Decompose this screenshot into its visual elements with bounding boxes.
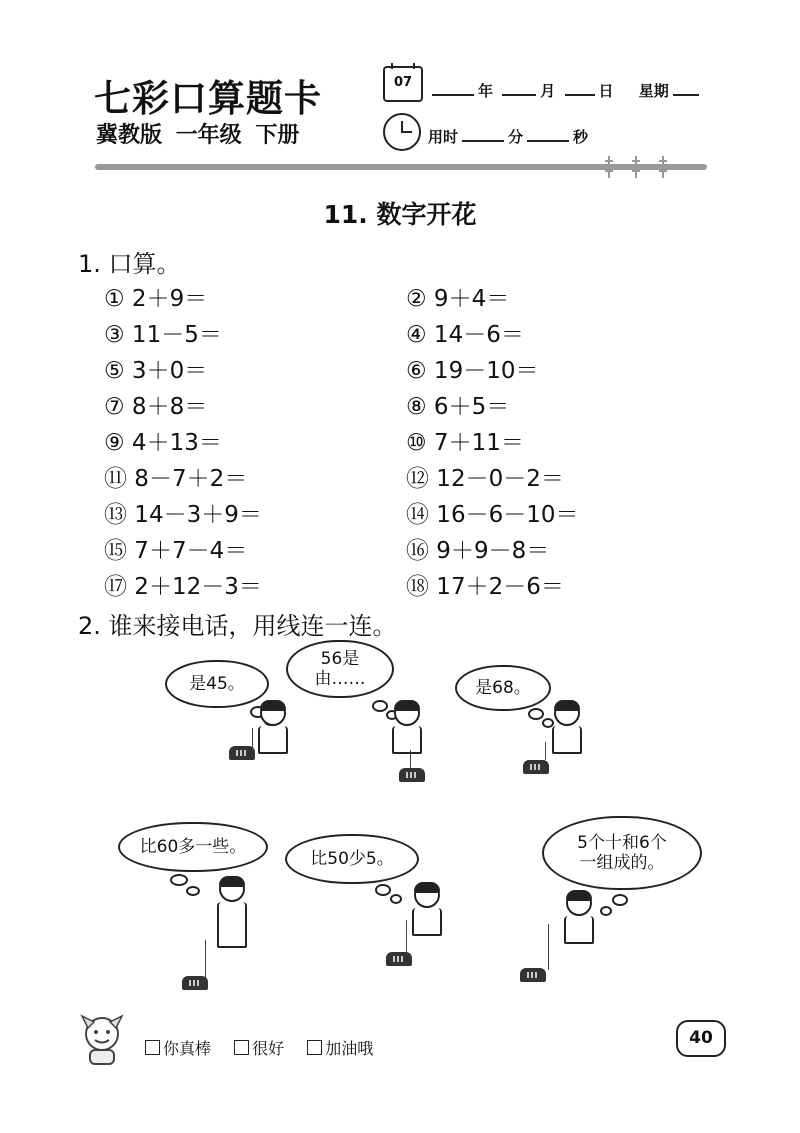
- bubble-tail: [600, 906, 612, 916]
- bubble-tail: [375, 884, 391, 896]
- brand-text: 七彩口算题卡: [94, 76, 322, 120]
- telephone-icon[interactable]: [399, 768, 425, 782]
- brand-title: [94, 68, 322, 122]
- speech-bubble: 是45。: [165, 660, 269, 708]
- divider-ornament: [662, 156, 664, 178]
- phone-cord: [406, 920, 407, 954]
- telephone-icon[interactable]: [182, 976, 208, 990]
- rating-option-keep-going[interactable]: [307, 1039, 373, 1058]
- checkbox[interactable]: [234, 1040, 249, 1055]
- problem: ④ 14－6＝: [406, 322, 524, 348]
- problem: ⑦ 8＋8＝: [104, 394, 208, 420]
- minutes-blank[interactable]: [462, 126, 504, 142]
- self-rating: [145, 1036, 391, 1059]
- problem: ⑰ 2＋12－3＝: [104, 574, 262, 600]
- speech-bubble: 比60多一些。: [118, 822, 268, 872]
- child-figure: [258, 700, 288, 754]
- child-figure: [215, 876, 249, 948]
- bubble-tail: [390, 894, 402, 904]
- bubble-tail: [372, 700, 388, 712]
- problem: ⑫ 12－0－2＝: [406, 466, 564, 492]
- rating-option-good[interactable]: [234, 1039, 284, 1058]
- rating-label: 加油哦: [325, 1039, 374, 1058]
- telephone-icon[interactable]: [523, 760, 549, 774]
- bubble-tail: [612, 894, 628, 906]
- problem: ⑯ 9＋9－8＝: [406, 538, 550, 564]
- seconds-blank[interactable]: [527, 126, 569, 142]
- speech-bubble: 比50少5。: [285, 834, 419, 884]
- phone-cord: [205, 940, 206, 978]
- speech-bubble: 5个十和6个一组成的。: [542, 816, 702, 890]
- bubble-tail: [186, 886, 200, 896]
- rating-option-great[interactable]: [145, 1039, 211, 1058]
- problem: ⑤ 3＋0＝: [104, 358, 208, 384]
- child-figure: [552, 700, 582, 754]
- time-label: 用时: [428, 128, 459, 146]
- minutes-label: 分: [508, 128, 524, 146]
- phone-cord: [545, 742, 546, 760]
- problem: ⑭ 16－6－10＝: [406, 502, 579, 528]
- mascot-icon: [72, 1008, 132, 1068]
- problem: ⑱ 17＋2－6＝: [406, 574, 564, 600]
- problem: ① 2＋9＝: [104, 286, 208, 312]
- page-title: 11. 数字开花: [323, 200, 477, 229]
- telephone-icon[interactable]: [386, 952, 412, 966]
- seconds-label: 秒: [573, 128, 589, 146]
- year-blank[interactable]: [432, 80, 474, 96]
- header-divider: [95, 164, 707, 170]
- problem: ⑬ 14－3＋9＝: [104, 502, 262, 528]
- divider-ornament: [608, 156, 610, 178]
- date-fields: [428, 80, 703, 101]
- problem: ⑨ 4＋13＝: [104, 430, 222, 456]
- child-figure: [392, 700, 422, 754]
- problem: ⑪ 8－7＋2＝: [104, 466, 248, 492]
- weekday-blank[interactable]: [673, 80, 699, 96]
- day-blank[interactable]: [565, 80, 595, 96]
- section1-heading: 1. 口算。: [78, 250, 181, 278]
- bubble-tail: [528, 708, 544, 720]
- telephone-icon[interactable]: [520, 968, 546, 982]
- month-label: 月: [540, 82, 556, 100]
- problem: ⑥ 19－10＝: [406, 358, 539, 384]
- month-blank[interactable]: [502, 80, 536, 96]
- calendar-number: 07: [393, 75, 413, 90]
- child-figure: [410, 882, 444, 936]
- divider-ornament: [635, 156, 637, 178]
- weekday-label: 星期: [638, 82, 669, 100]
- rating-label: 很好: [252, 1039, 285, 1058]
- problem: ⑮ 7＋7－4＝: [104, 538, 248, 564]
- day-label: 日: [598, 82, 614, 100]
- problem: ② 9＋4＝: [406, 286, 510, 312]
- time-fields: [428, 126, 588, 147]
- phone-cord: [548, 924, 549, 970]
- problem: ⑩ 7＋11＝: [406, 430, 524, 456]
- edition-label: 冀教版 一年级 下册: [96, 123, 300, 148]
- bubble-tail: [170, 874, 188, 886]
- page-number: 40: [676, 1020, 726, 1057]
- section2-heading: 2. 谁来接电话，用线连一连。: [78, 612, 397, 640]
- clock-icon: [383, 113, 421, 151]
- problem: ③ 11－5＝: [104, 322, 222, 348]
- rating-label: 你真棒: [163, 1039, 212, 1058]
- calendar-icon: [383, 66, 423, 102]
- year-label: 年: [478, 82, 494, 100]
- child-figure: [562, 890, 596, 944]
- checkbox[interactable]: [307, 1040, 322, 1055]
- problem: ⑧ 6＋5＝: [406, 394, 510, 420]
- speech-bubble: 56是由……: [286, 640, 394, 698]
- speech-bubble: 是68。: [455, 665, 551, 711]
- phone-cord: [410, 750, 411, 768]
- checkbox[interactable]: [145, 1040, 160, 1055]
- telephone-icon[interactable]: [229, 746, 255, 760]
